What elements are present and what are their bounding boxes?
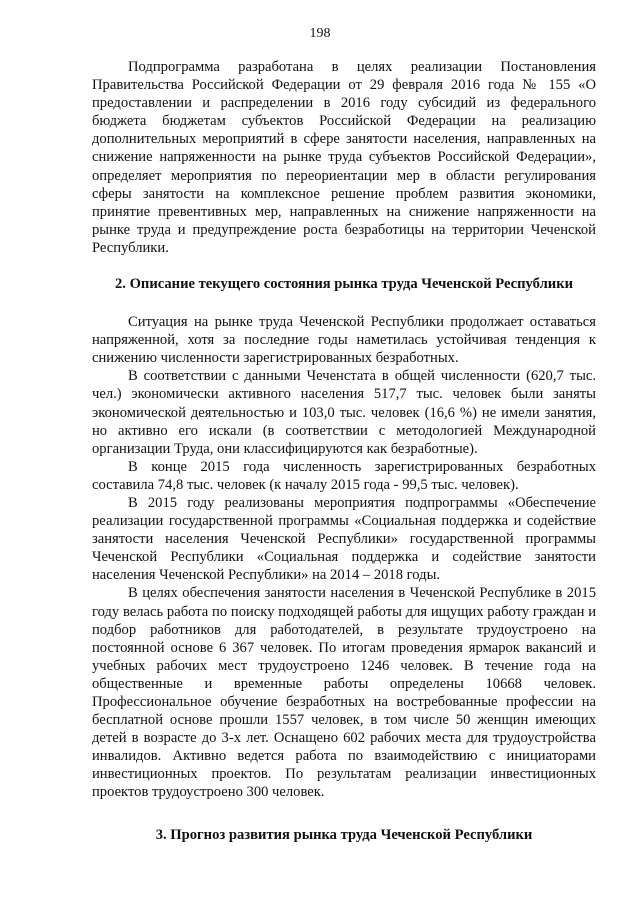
section-2-heading: 2. Описание текущего состояния рынка труда Чеченской Республики	[114, 276, 574, 293]
intro-paragraph: Подпрограмма разработана в целях реализации Постановления Правительства Российской Федерации от 29 февраля 2016 года № 155 «О предоставлении и распределении в 2016 году субсидий из федерального бюджета бюджетам субъектов Российской Федерации на реализацию дополнительных мероприятий в сфере занятости населения, направленных на снижение напряженности на рынке труда субъектов Российской Федерации», определяет мероприятия по переориентации мер в области регулирования сферы занятости на комплексное решение проблем развития экономики, принятие превентивных мер, направленных на снижение напряженности на рынке труда и предупреждение роста безработицы на территории Чеченской Республики.	[92, 59, 596, 256]
section-2-paragraph: В 2015 году реализованы мероприятия подпрограммы «Обеспечение реализации государственной программы «Социальная поддержка и содействие занятости населения Чеченской Республики» государственной программы Чеченской Республики «Социальная поддержка и содействие занятости населения Чеченской Республики» на 2014 – 2018 годы.	[92, 494, 596, 584]
section-2-paragraph: Ситуация на рынке труда Чеченской Республики продолжает оставаться напряженной, хотя за последние годы наметилась устойчивая тенденция к снижению численности зарегистрированных безработных.	[92, 314, 596, 367]
document-body	[92, 58, 596, 864]
section-2-paragraph: В конце 2015 года численность зарегистрированных безработных составила 74,8 тыс. человек (к началу 2015 года - 99,5 тыс. человек).	[92, 458, 596, 493]
section-2-paragraph: В соответствии с данными Чеченстата в общей численности (620,7 тыс. чел.) экономически активного населения 517,7 тыс. человек были заняты экономической деятельностью и 103,0 тыс. человек (16,6 %) не имели занятия, но активно его искали (в соответствии с методологией Международной организации Труда, они классифицируются как безработные).	[92, 368, 596, 457]
page-number: 198	[309, 26, 331, 41]
section-3-heading: 3. Прогноз развития рынка труда Чеченской Республики	[155, 826, 533, 843]
section-2-paragraph: В целях обеспечения занятости населения в Чеченской Республике в 2015 году велась работа по поиску подходящей работы для ищущих работу граждан и подбор работников для работодателей, в результате трудоустроено на постоянной основе 6 367 человек. По итогам проведения ярмарок вакансий и учебных рабочих мест трудоустроено 1246 человек. В течение года на общественные и временные работы определены 10668 человек. Профессиональное обучение безработных на востребованные профессии на бесплатной основе прошли 1557 человек, в том числе 50 женщин имеющих детей в возрасте до 3-х лет. Оснащено 602 рабочих места для трудоустройства инвалидов. Активно ведется работа по взаимодействию с инициаторами инвестиционных проектов. По результатам реализации инвестиционных проектов трудоустроено 300 человек.	[92, 585, 596, 801]
